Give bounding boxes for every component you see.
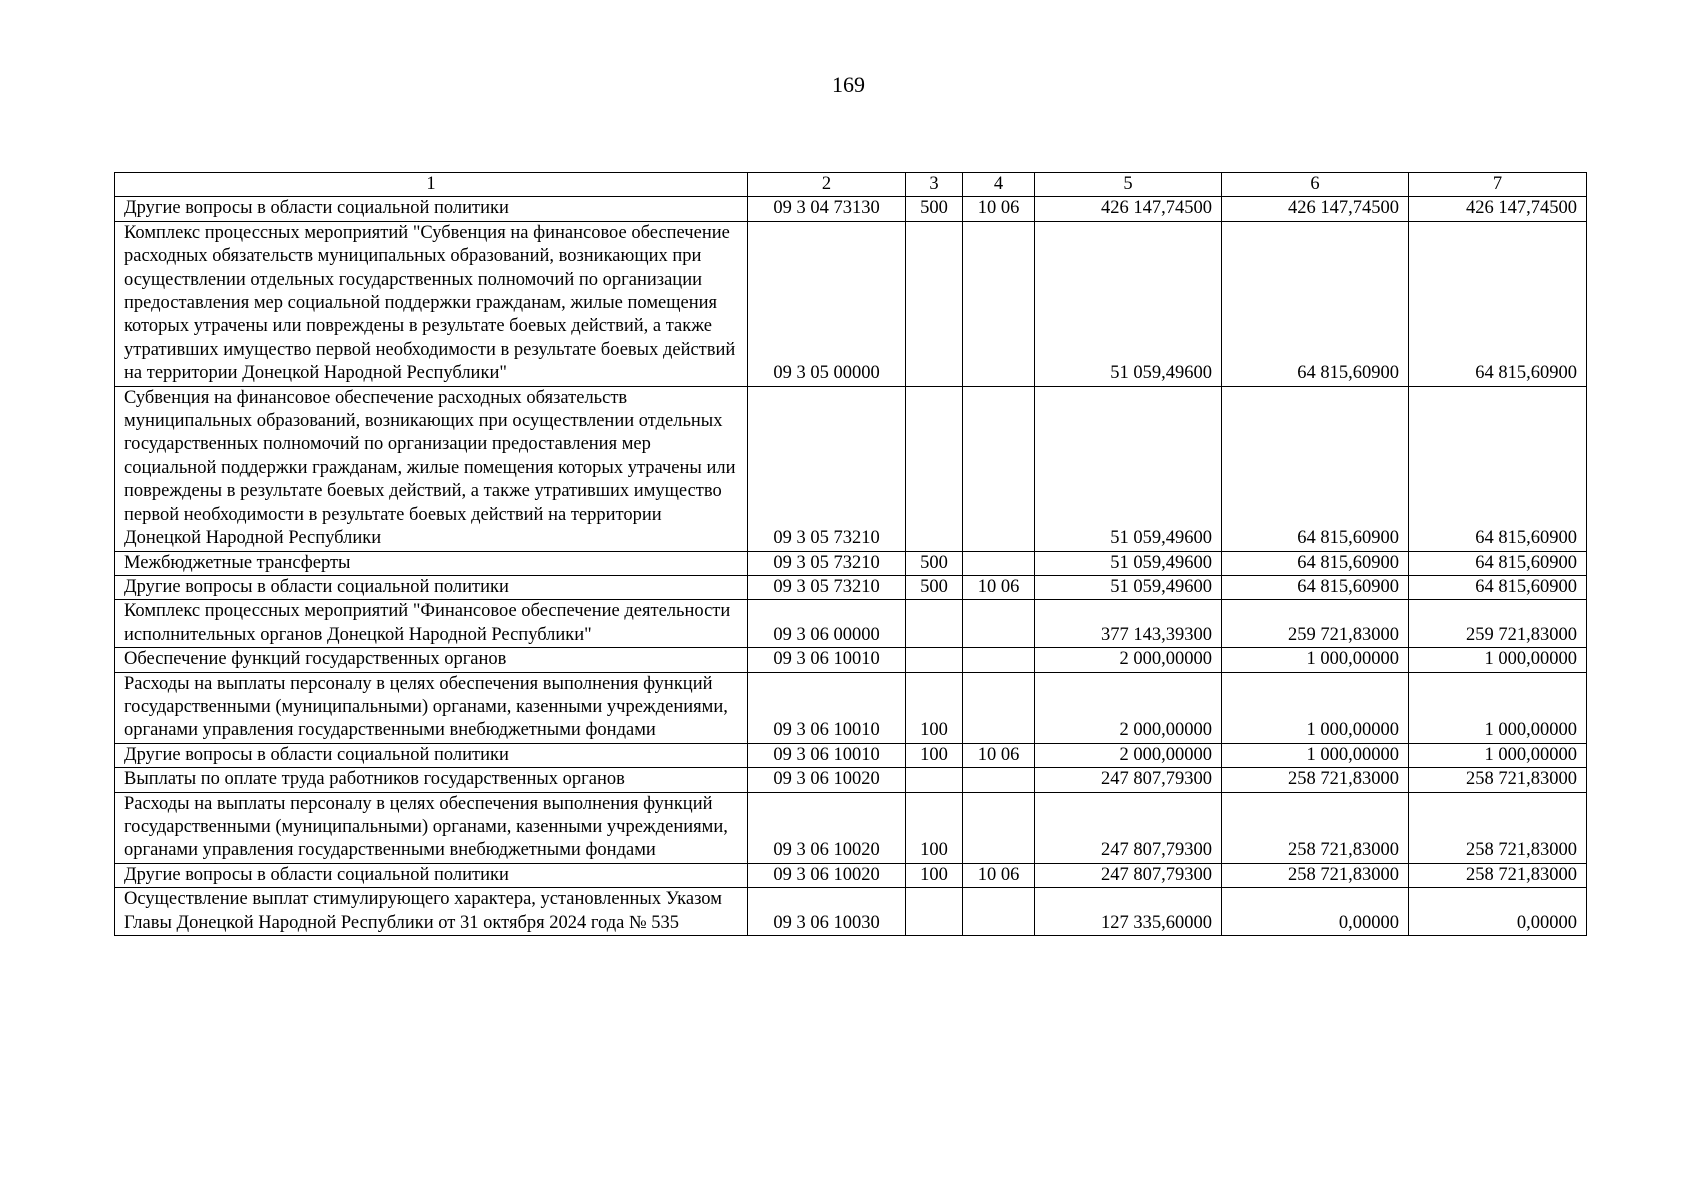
table-row [115,672,1587,743]
section-cell [963,551,1035,575]
section-cell [963,221,1035,386]
section-cell: 10 06 [963,197,1035,221]
target-article-cell: 09 3 06 10020 [748,792,906,863]
item-name-cell: Комплекс процессных мероприятий "Субвенция на финансовое обеспечение расходных обязательств муниципальных образований, возникающих при осуществлении отдельных государственных полномочий по организации предоставления мер социальной поддержки гражданам, жилые помещения которых утрачены или повреждены в результате боевых действий, а также утративших имущество первой необходимости в результате боевых действий на территории Донецкой Народной Республики" [115,221,748,386]
header-cell: 5 [1035,173,1222,197]
target-article-cell: 09 3 06 00000 [748,600,906,648]
target-article-cell: 09 3 06 10010 [748,648,906,672]
amount-cell: 258 721,83000 [1222,792,1409,863]
amount-cell: 247 807,79300 [1035,768,1222,792]
item-name-cell: Выплаты по оплате труда работников государственных органов [115,768,748,792]
amount-cell: 1 000,00000 [1409,672,1587,743]
expense-type-cell [906,768,963,792]
expense-type-cell [906,386,963,551]
amount-cell: 259 721,83000 [1222,600,1409,648]
amount-cell: 64 815,60900 [1409,386,1587,551]
table-body [115,173,1587,936]
section-cell [963,672,1035,743]
table-row [115,575,1587,599]
amount-cell: 64 815,60900 [1409,551,1587,575]
expense-type-cell: 100 [906,743,963,767]
section-cell [963,792,1035,863]
amount-cell: 64 815,60900 [1222,386,1409,551]
amount-cell: 1 000,00000 [1222,648,1409,672]
amount-cell: 0,00000 [1222,888,1409,936]
table-row [115,600,1587,648]
table-row [115,768,1587,792]
header-cell: 3 [906,173,963,197]
expense-type-cell: 500 [906,575,963,599]
amount-cell: 0,00000 [1409,888,1587,936]
expense-type-cell: 100 [906,672,963,743]
amount-cell: 1 000,00000 [1409,743,1587,767]
header-cell: 6 [1222,173,1409,197]
item-name-cell: Комплекс процессных мероприятий "Финансовое обеспечение деятельности исполнительных органов Донецкой Народной Республики" [115,600,748,648]
amount-cell: 258 721,83000 [1222,768,1409,792]
item-name-cell: Расходы на выплаты персоналу в целях обеспечения выполнения функций государственными (муниципальными) органами, казенными учреждениями, органами управления государственными внебюджетными фондами [115,792,748,863]
section-cell: 10 06 [963,743,1035,767]
target-article-cell: 09 3 06 10020 [748,863,906,887]
item-name-cell: Расходы на выплаты персоналу в целях обеспечения выполнения функций государственными (муниципальными) органами, казенными учреждениями, органами управления государственными внебюджетными фондами [115,672,748,743]
section-cell [963,386,1035,551]
amount-cell: 51 059,49600 [1035,551,1222,575]
section-cell: 10 06 [963,863,1035,887]
table-row [115,197,1587,221]
amount-cell: 2 000,00000 [1035,648,1222,672]
amount-cell: 64 815,60900 [1409,575,1587,599]
target-article-cell: 09 3 05 73210 [748,551,906,575]
header-cell: 7 [1409,173,1587,197]
amount-cell: 64 815,60900 [1222,551,1409,575]
item-name-cell: Межбюджетные трансферты [115,551,748,575]
table-row [115,888,1587,936]
item-name-cell: Другие вопросы в области социальной политики [115,197,748,221]
target-article-cell: 09 3 06 10030 [748,888,906,936]
table-row [115,551,1587,575]
target-article-cell: 09 3 06 10020 [748,768,906,792]
amount-cell: 247 807,79300 [1035,863,1222,887]
amount-cell: 259 721,83000 [1409,600,1587,648]
section-cell [963,648,1035,672]
expense-type-cell: 100 [906,863,963,887]
amount-cell: 1 000,00000 [1222,743,1409,767]
amount-cell: 258 721,83000 [1409,863,1587,887]
item-name-cell: Осуществление выплат стимулирующего характера, установленных Указом Главы Донецкой Народной Республики от 31 октября 2024 года № 535 [115,888,748,936]
expense-type-cell [906,600,963,648]
amount-cell: 426 147,74500 [1222,197,1409,221]
section-cell: 10 06 [963,575,1035,599]
amount-cell: 127 335,60000 [1035,888,1222,936]
section-cell [963,600,1035,648]
expense-type-cell [906,648,963,672]
amount-cell: 1 000,00000 [1222,672,1409,743]
table-row [115,386,1587,551]
amount-cell: 64 815,60900 [1222,575,1409,599]
amount-cell: 2 000,00000 [1035,672,1222,743]
table-row [115,648,1587,672]
amount-cell: 51 059,49600 [1035,575,1222,599]
amount-cell: 2 000,00000 [1035,743,1222,767]
item-name-cell: Другие вопросы в области социальной политики [115,863,748,887]
expense-type-cell: 100 [906,792,963,863]
table-row [115,792,1587,863]
amount-cell: 258 721,83000 [1222,863,1409,887]
target-article-cell: 09 3 06 10010 [748,743,906,767]
item-name-cell: Субвенция на финансовое обеспечение расходных обязательств муниципальных образований, возникающих при осуществлении отдельных государственных полномочий по организации предоставления мер социальной поддержки гражданам, жилые помещения которых утрачены или повреждены в результате боевых действий, а также утративших имущество первой необходимости в результате боевых действий на территории Донецкой Народной Республики [115,386,748,551]
expense-type-cell [906,888,963,936]
target-article-cell: 09 3 04 73130 [748,197,906,221]
amount-cell: 426 147,74500 [1409,197,1587,221]
target-article-cell: 09 3 06 10010 [748,672,906,743]
expense-type-cell: 500 [906,551,963,575]
item-name-cell: Обеспечение функций государственных органов [115,648,748,672]
table-row [115,743,1587,767]
header-cell: 4 [963,173,1035,197]
budget-table [114,172,1587,936]
expense-type-cell [906,221,963,386]
table-row [115,863,1587,887]
target-article-cell: 09 3 05 73210 [748,575,906,599]
target-article-cell: 09 3 05 00000 [748,221,906,386]
page-number: 169 [832,72,865,97]
amount-cell: 64 815,60900 [1222,221,1409,386]
section-cell [963,888,1035,936]
amount-cell: 258 721,83000 [1409,768,1587,792]
target-article-cell: 09 3 05 73210 [748,386,906,551]
amount-cell: 51 059,49600 [1035,221,1222,386]
amount-cell: 64 815,60900 [1409,221,1587,386]
amount-cell: 247 807,79300 [1035,792,1222,863]
amount-cell: 1 000,00000 [1409,648,1587,672]
header-cell: 1 [115,173,748,197]
expense-type-cell: 500 [906,197,963,221]
amount-cell: 51 059,49600 [1035,386,1222,551]
table-row [115,221,1587,386]
amount-cell: 258 721,83000 [1409,792,1587,863]
item-name-cell: Другие вопросы в области социальной политики [115,743,748,767]
section-cell [963,768,1035,792]
item-name-cell: Другие вопросы в области социальной политики [115,575,748,599]
table-header-row [115,173,1587,197]
header-cell: 2 [748,173,906,197]
amount-cell: 377 143,39300 [1035,600,1222,648]
amount-cell: 426 147,74500 [1035,197,1222,221]
